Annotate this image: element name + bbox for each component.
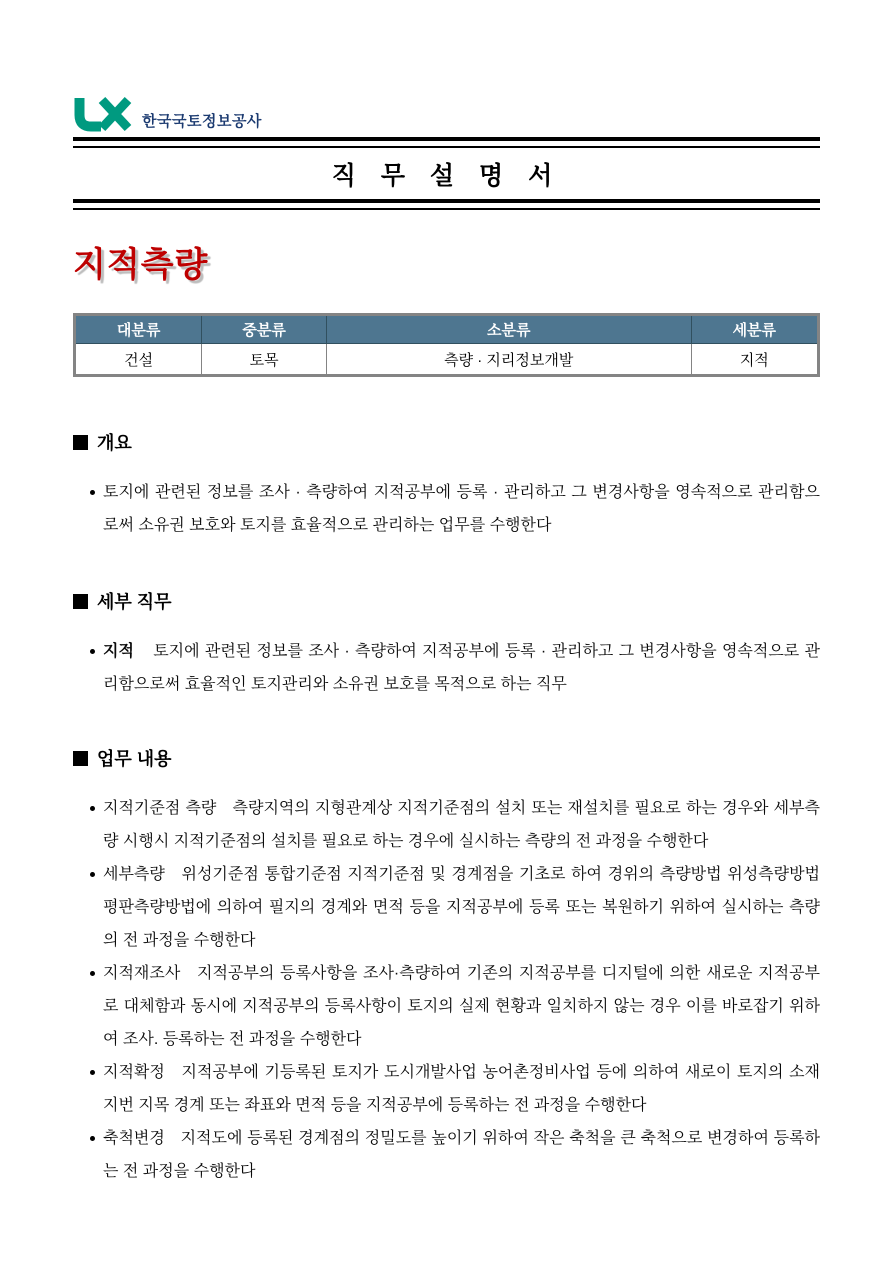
col-header-large: 대분류 <box>75 315 202 344</box>
bullet-lead-term: 지적기준점 측량 <box>103 800 217 817</box>
list-item <box>90 635 820 701</box>
section-overview-heading <box>73 429 820 455</box>
bullet-lead-term: 지적 <box>103 643 134 660</box>
bullet-text: 위성기준점 통합기준점 지적기준점 및 경계점을 기초로 하여 경위의 측량방법 위성측량방법 평판측량방법에 의하여 필지의 경계와 면적 등을 지적공부에 등록 또는 복원하기 위하여 실시하는 측량의 전 과정을 수행한다 <box>103 866 820 949</box>
bullet-dot-icon <box>90 872 95 877</box>
bullet-lead-term: 지적재조사 <box>103 965 181 982</box>
section-work-content <box>73 745 820 1188</box>
cell-middle-category: 토목 <box>202 344 327 376</box>
cell-large-category: 건설 <box>75 344 202 376</box>
section-heading-label: 개요 <box>97 433 132 453</box>
rule-thin <box>73 146 820 148</box>
bullet-dot-icon <box>90 1136 95 1141</box>
bullet-dot-icon <box>90 1070 95 1075</box>
section-work-content-heading <box>73 745 820 771</box>
detailed-duty-bullet-list <box>90 635 820 701</box>
title-top-rules <box>73 137 820 148</box>
bullet-dot-icon <box>90 806 95 811</box>
company-name: 한국국토정보공사 <box>142 113 262 130</box>
bullet-lead-term: 세부측량 <box>103 866 165 883</box>
bullet-dot-icon <box>90 971 95 976</box>
rule-thick <box>73 199 820 203</box>
work-content-bullet-list <box>90 792 820 1188</box>
section-heading-label: 업무 내용 <box>97 749 172 769</box>
bullet-text: 지적공부의 등록사항을 조사·측량하여 기존의 지적공부를 디지털에 의한 새로운 지적공부로 대체함과 동시에 지적공부의 등록사항이 토지의 실제 현황과 일치하지 않는 경우 이를 바로잡기 위하여 조사. 등록하는 전 과정을 수행한다 <box>103 965 821 1048</box>
list-item <box>90 476 820 542</box>
section-heading-label: 세부 직무 <box>97 592 172 612</box>
section-detailed-duty <box>73 588 820 701</box>
section-marker-icon <box>73 594 88 609</box>
rule-thin <box>73 208 820 210</box>
bullet-text: 토지에 관련된 정보를 조사 · 측량하여 지적공부에 등록 · 관리하고 그 변경사항을 영속적으로 관리함으로써 효율적인 토지관리와 소유권 보호를 목적으로 하는 직무 <box>103 643 820 693</box>
classification-header-row <box>75 315 819 344</box>
classification-value-row <box>75 344 819 376</box>
lx-logo-icon <box>73 95 133 132</box>
section-marker-icon <box>73 751 88 766</box>
classification-table <box>73 313 820 377</box>
bullet-dot-icon <box>90 490 95 495</box>
company-logo <box>73 95 820 132</box>
cell-detail-category: 지적 <box>691 344 818 376</box>
bullet-text: 측량지역의 지형관계상 지적기준점의 설치 또는 재설치를 필요로 하는 경우와 세부측량 시행시 지적기준점의 설치를 필요로 하는 경우에 실시하는 측량의 전 과정을 수행한다 <box>103 800 820 850</box>
bullet-text: 지적공부에 기등록된 토지가 도시개발사업 농어촌정비사업 등에 의하여 새로이 토지의 소재 지번 지목 경계 또는 좌표와 면적 등을 지적공부에 등록하는 전 과정을 수행한다 <box>103 1064 820 1114</box>
col-header-detail: 세분류 <box>691 315 818 344</box>
col-header-small: 소분류 <box>326 315 691 344</box>
bullet-lead-term: 지적확정 <box>103 1064 165 1081</box>
list-item <box>90 792 820 858</box>
bullet-dot-icon <box>90 649 95 654</box>
job-title: 지적측량 <box>73 246 209 284</box>
bullet-text: 토지에 관련된 정보를 조사 · 측량하여 지적공부에 등록 · 관리하고 그 변경사항을 영속적으로 관리함으로써 소유권 보호와 토지를 효율적으로 관리하는 업무를 수행한다 <box>103 484 820 534</box>
list-item <box>90 858 820 957</box>
overview-bullet-list <box>90 476 820 542</box>
col-header-middle: 중분류 <box>202 315 327 344</box>
section-detailed-duty-heading <box>73 588 820 614</box>
cell-small-category: 측량 · 지리정보개발 <box>326 344 691 376</box>
list-item <box>90 957 820 1056</box>
document-title: 직 무 설 명 서 <box>331 162 562 190</box>
title-bottom-rules <box>73 199 820 210</box>
bullet-lead-term: 축척변경 <box>103 1130 165 1147</box>
list-item <box>90 1056 820 1122</box>
rule-thick <box>73 137 820 141</box>
bullet-text: 지적도에 등록된 경계점의 정밀도를 높이기 위하여 작은 축척을 큰 축척으로 변경하여 등록하는 전 과정을 수행한다 <box>103 1130 820 1180</box>
section-overview <box>73 429 820 542</box>
list-item <box>90 1122 820 1188</box>
section-marker-icon <box>73 435 88 450</box>
